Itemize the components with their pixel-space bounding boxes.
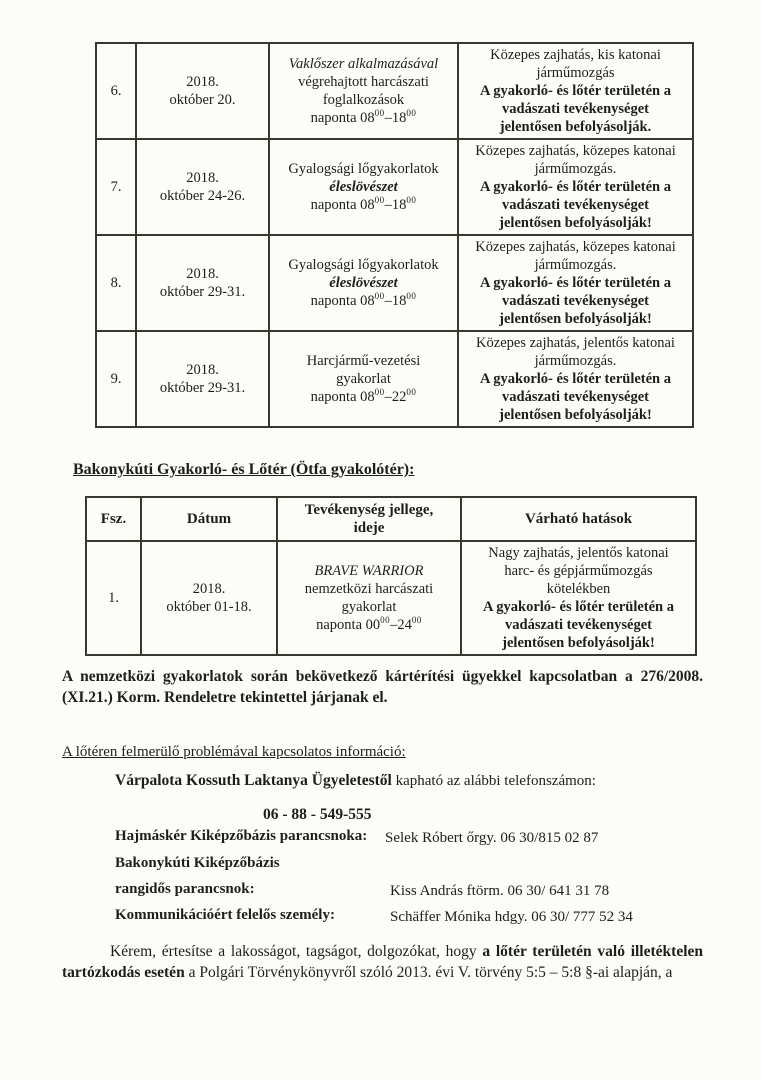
activity-emphasis: éleslövészet xyxy=(329,275,398,291)
effects-line: járműmozgás xyxy=(536,65,615,81)
date-cell xyxy=(136,331,269,427)
contact-label-kommunikacio: Kommunikációért felelős személy: xyxy=(115,907,335,923)
effects-line: Közepes zajhatás, jelentős katonai xyxy=(476,335,675,351)
row-number-cell xyxy=(96,235,136,331)
activity-line: végrehajtott harcászati xyxy=(298,74,429,90)
activity-cell xyxy=(277,541,461,655)
effects-bold-line: A gyakorló- és lőtér területén a xyxy=(479,179,671,195)
activity-line: Vaklőszer alkalmazásával xyxy=(288,56,439,72)
activity-line: nemzetközi harcászati xyxy=(304,581,434,597)
activity-line: gyakorlat xyxy=(341,599,397,615)
date-year: 2018. xyxy=(186,170,219,186)
header-fsz: Fsz. xyxy=(86,497,141,541)
row-number: 1. xyxy=(108,590,119,606)
date-days: október 29-31. xyxy=(159,380,246,396)
table-row xyxy=(96,139,693,235)
activity-line: foglalkozások xyxy=(322,92,405,108)
activity-cell xyxy=(269,235,458,331)
effects-line: járműmozgás. xyxy=(534,161,617,177)
effects-bold-line: A gyakorló- és lőtér területén a xyxy=(479,83,671,99)
row-number: 7. xyxy=(110,179,122,195)
effects-cell xyxy=(461,541,696,655)
effects-line: járműmozgás. xyxy=(534,257,617,273)
effects-cell xyxy=(458,331,693,427)
date-year: 2018. xyxy=(186,362,219,378)
date-year: 2018. xyxy=(186,74,219,90)
exercise-name: BRAVE WARRIOR xyxy=(314,563,424,579)
date-year: 2018. xyxy=(192,581,226,597)
table-row xyxy=(96,331,693,427)
row-number-cell xyxy=(96,331,136,427)
effects-bold-line: vadászati tevékenységet xyxy=(502,293,649,309)
effects-bold-line: jelentősen befolyásolják! xyxy=(499,215,652,231)
phone-number: 06 - 88 - 549-555 xyxy=(263,806,372,823)
activity-time: naponta $08^{00}-18^{00}$ xyxy=(310,195,417,213)
date-days: október 01-18. xyxy=(166,599,252,615)
effects-bold-line: jelentősen befolyásolják! xyxy=(499,311,652,327)
activity-time: naponta $08^{00}-22^{00}$ xyxy=(310,387,417,405)
table-row xyxy=(96,235,693,331)
row-number-cell xyxy=(96,43,136,139)
contact-label-rangidos: rangidős parancsnok: xyxy=(115,881,255,897)
date-days: október 24-26. xyxy=(159,188,246,204)
header-varhato: Várható hatások xyxy=(461,497,696,541)
contact-intro: Várpalota Kossuth Laktanya Ügyeletestől kapható az alábbi telefonszámon: xyxy=(115,772,596,789)
effects-bold-line: A gyakorló- és lőtér területén a xyxy=(479,371,671,387)
table-row xyxy=(86,541,696,655)
row-number-cell xyxy=(86,541,141,655)
effects-bold-line: vadászati tevékenységet xyxy=(505,617,652,633)
effects-cell xyxy=(458,139,693,235)
effects-bold-line: A gyakorló- és lőtér területén a xyxy=(482,599,674,615)
effects-line: Közepes zajhatás, kis katonai xyxy=(490,47,661,63)
row-number-cell xyxy=(96,139,136,235)
effects-line: Közepes zajhatás, közepes katonai xyxy=(475,239,676,255)
effects-line: Nagy zajhatás, jelentős katonai xyxy=(488,545,669,561)
effects-bold-line: A gyakorló- és lőtér területén a xyxy=(479,275,671,291)
header-datum: Dátum xyxy=(141,497,277,541)
row-number: 6. xyxy=(110,83,122,99)
activity-cell xyxy=(269,331,458,427)
row-number: 9. xyxy=(110,371,122,387)
contact-value-hajmasker: Selek Róbert őrgy. 06 30/815 02 87 xyxy=(385,830,599,846)
date-cell xyxy=(136,139,269,235)
date-cell xyxy=(136,235,269,331)
effects-bold-line: vadászati tevékenységet xyxy=(502,101,649,117)
activity-line: Gyalogsági lőgyakorlatok xyxy=(288,161,439,177)
contact-label-bakonykuti: Bakonykúti Kiképzőbázis xyxy=(115,855,280,871)
closing-bold-phrase: a lőtér területén való illetéktelen tartózkodás esetén xyxy=(62,943,704,981)
effects-cell xyxy=(458,43,693,139)
contact-label-hajmasker: Hajmáskér Kiképzőbázis parancsnoka: xyxy=(115,828,368,844)
activity-time: naponta $08^{00}-18^{00}$ xyxy=(310,291,417,309)
section-heading-bakonykuti: Bakonykúti Gyakorló- és Lőtér (Ötfa gyakolótér): xyxy=(73,461,415,478)
effects-bold-line: vadászati tevékenységet xyxy=(502,389,649,405)
closing-paragraph: Kérem, értesítse a lakosságot, tagságot, dolgozókat, hogy a lőtér területén való illetéktelen tartózkodás esetén a Polgári Törvénykönyvről szóló 2013. évi V. törvény 5:5 – 5:8 §-ai alapján, a xyxy=(62,943,704,981)
activity-cell xyxy=(269,43,458,139)
activity-emphasis: éleslövészet xyxy=(329,179,398,195)
effects-cell xyxy=(458,235,693,331)
table-header-row xyxy=(86,497,696,541)
effects-line: harc- és gépjárműmozgás xyxy=(504,563,653,579)
table-row xyxy=(96,43,693,139)
date-year: 2018. xyxy=(186,266,219,282)
effects-bold-line: jelentősen befolyásolják. xyxy=(499,119,652,135)
activity-table-continued xyxy=(95,42,694,428)
activity-line: gyakorlat xyxy=(336,371,391,387)
date-cell xyxy=(136,43,269,139)
date-days: október 29-31. xyxy=(159,284,246,300)
effects-line: kötelékben xyxy=(546,581,611,597)
date-cell xyxy=(141,541,277,655)
contact-value-kommunikacio: Schäffer Mónika hdgy. 06 30/ 777 52 34 xyxy=(390,909,633,925)
bakonykuti-schedule-table xyxy=(85,496,697,656)
activity-cell xyxy=(269,139,458,235)
duty-office-name: Várpalota Kossuth Laktanya Ügyeletestől xyxy=(115,772,392,789)
activity-line: Gyalogsági lőgyakorlatok xyxy=(288,257,439,273)
activity-line: Harcjármű-vezetési xyxy=(306,353,421,369)
effects-line: járműmozgás. xyxy=(534,353,617,369)
damage-notice-paragraph: A nemzetközi gyakorlatok során bekövetkező kártérítési ügyekkel kapcsolatban a 276/2008. (XI.21.) Korm. Rendeletre tekintettel járjanak el. xyxy=(62,668,703,706)
row-number: 8. xyxy=(110,275,122,291)
contact-value-rangidos: Kiss András ftörm. 06 30/ 641 31 78 xyxy=(390,883,610,899)
effects-bold-line: jelentősen befolyásolják! xyxy=(499,407,652,423)
activity-time: naponta $08^{00}-18^{00}$ xyxy=(310,108,417,126)
activity-time: naponta $00^{00}-24^{00}$ xyxy=(316,615,422,633)
effects-line: Közepes zajhatás, közepes katonai xyxy=(475,143,676,159)
header-tevekenyseg: Tevékenység jellege, ideje xyxy=(277,497,461,541)
info-heading: A lőtéren felmerülő problémával kapcsolatos információ: xyxy=(62,744,406,760)
effects-bold-line: vadászati tevékenységet xyxy=(502,197,649,213)
date-days: október 20. xyxy=(169,92,236,108)
effects-bold-line: jelentősen befolyásolják! xyxy=(502,635,655,651)
